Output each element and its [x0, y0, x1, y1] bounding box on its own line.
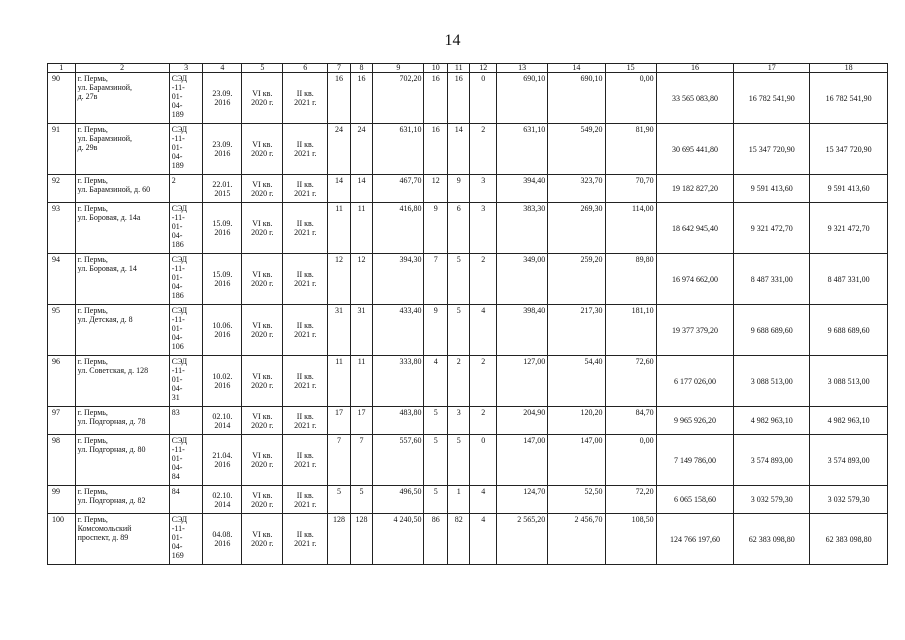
col13-cell: 631,10 — [497, 124, 548, 175]
address-cell: г. Пермь, ул. Боровая, д. 14 — [75, 254, 169, 305]
resettlement-start-cell: VI кв. 2020 г. — [242, 254, 283, 305]
total-cost-cell: 30 695 441,80 — [656, 124, 734, 175]
cost-part-a-cell: 8 487 331,00 — [734, 254, 810, 305]
row-number: 92 — [48, 175, 76, 203]
col12-cell: 0 — [470, 73, 497, 124]
col7-cell: 128 — [328, 514, 351, 565]
column-header-14: 14 — [548, 64, 605, 73]
address-cell: г. Пермь, ул. Барамзиной, д. 27в — [75, 73, 169, 124]
col10-cell: 4 — [424, 356, 448, 407]
address-cell: г. Пермь, ул. Барамзиной, д. 29в — [75, 124, 169, 175]
col13-cell: 398,40 — [497, 305, 548, 356]
table-row — [48, 73, 888, 124]
col11-cell: 5 — [447, 305, 470, 356]
col13-cell: 690,10 — [497, 73, 548, 124]
address-cell: г. Пермь, ул. Подгорная, д. 78 — [75, 407, 169, 435]
col15-cell: 72,20 — [605, 486, 656, 514]
area-cell: 496,50 — [373, 486, 424, 514]
column-header-7: 7 — [328, 64, 351, 73]
document-code-cell: СЭД -11- 01- 04- 169 — [169, 514, 203, 565]
table-row — [48, 254, 888, 305]
row-number: 90 — [48, 73, 76, 124]
col14-cell: 549,20 — [548, 124, 605, 175]
document-date-cell: 02.10. 2014 — [203, 407, 242, 435]
column-header-3: 3 — [169, 64, 203, 73]
col11-cell: 9 — [447, 175, 470, 203]
document-code-cell: СЭД -11- 01- 04- 186 — [169, 203, 203, 254]
document-date-cell: 23.09. 2016 — [203, 124, 242, 175]
cost-part-b-cell: 9 591 413,60 — [810, 175, 888, 203]
col10-cell: 9 — [424, 203, 448, 254]
col13-cell: 349,00 — [497, 254, 548, 305]
cost-part-b-cell: 8 487 331,00 — [810, 254, 888, 305]
column-header-4: 4 — [203, 64, 242, 73]
document-code-cell: СЭД -11- 01- 04- 84 — [169, 435, 203, 486]
row-number: 94 — [48, 254, 76, 305]
col7-cell: 31 — [328, 305, 351, 356]
col10-cell: 7 — [424, 254, 448, 305]
col10-cell: 5 — [424, 435, 448, 486]
resettlement-end-cell: II кв. 2021 г. — [283, 175, 328, 203]
col7-cell: 11 — [328, 203, 351, 254]
total-cost-cell: 124 766 197,60 — [656, 514, 734, 565]
col13-cell: 204,90 — [497, 407, 548, 435]
cost-part-b-cell: 62 383 098,80 — [810, 514, 888, 565]
col7-cell: 11 — [328, 356, 351, 407]
document-code-cell: СЭД -11- 01- 04- 106 — [169, 305, 203, 356]
col10-cell: 9 — [424, 305, 448, 356]
area-cell: 433,40 — [373, 305, 424, 356]
area-cell: 631,10 — [373, 124, 424, 175]
col14-cell: 147,00 — [548, 435, 605, 486]
resettlement-end-cell: II кв. 2021 г. — [283, 514, 328, 565]
col14-cell: 54,40 — [548, 356, 605, 407]
table-row — [48, 175, 888, 203]
resettlement-start-cell: VI кв. 2020 г. — [242, 305, 283, 356]
col15-cell: 114,00 — [605, 203, 656, 254]
column-header-13: 13 — [497, 64, 548, 73]
col13-cell: 147,00 — [497, 435, 548, 486]
col14-cell: 690,10 — [548, 73, 605, 124]
resettlement-start-cell: VI кв. 2020 г. — [242, 175, 283, 203]
row-number: 99 — [48, 486, 76, 514]
total-cost-cell: 7 149 786,00 — [656, 435, 734, 486]
col14-cell: 120,20 — [548, 407, 605, 435]
col11-cell: 1 — [447, 486, 470, 514]
address-cell: г. Пермь, ул. Детская, д. 8 — [75, 305, 169, 356]
total-cost-cell: 19 182 827,20 — [656, 175, 734, 203]
table-row — [48, 514, 888, 565]
col12-cell: 2 — [470, 356, 497, 407]
col15-cell: 84,70 — [605, 407, 656, 435]
col8-cell: 24 — [350, 124, 373, 175]
col7-cell: 16 — [328, 73, 351, 124]
document-date-cell: 15.09. 2016 — [203, 254, 242, 305]
column-header-11: 11 — [447, 64, 470, 73]
col11-cell: 82 — [447, 514, 470, 565]
col12-cell: 4 — [470, 514, 497, 565]
column-header-2: 2 — [75, 64, 169, 73]
cost-part-b-cell: 4 982 963,10 — [810, 407, 888, 435]
col13-cell: 394,40 — [497, 175, 548, 203]
cost-part-b-cell: 3 088 513,00 — [810, 356, 888, 407]
col12-cell: 3 — [470, 203, 497, 254]
document-code-cell: 84 — [169, 486, 203, 514]
document-date-cell: 10.06. 2016 — [203, 305, 242, 356]
col12-cell: 0 — [470, 435, 497, 486]
cost-part-b-cell: 15 347 720,90 — [810, 124, 888, 175]
housing-register-table — [47, 63, 888, 565]
document-code-cell: 2 — [169, 175, 203, 203]
address-cell: г. Пермь, ул. Подгорная, д. 80 — [75, 435, 169, 486]
col7-cell: 12 — [328, 254, 351, 305]
resettlement-end-cell: II кв. 2021 г. — [283, 73, 328, 124]
col10-cell: 12 — [424, 175, 448, 203]
col14-cell: 323,70 — [548, 175, 605, 203]
page-number: 14 — [444, 32, 461, 49]
resettlement-start-cell: VI кв. 2020 г. — [242, 407, 283, 435]
resettlement-end-cell: II кв. 2021 г. — [283, 124, 328, 175]
row-number: 95 — [48, 305, 76, 356]
row-number: 100 — [48, 514, 76, 565]
resettlement-start-cell: VI кв. 2020 г. — [242, 124, 283, 175]
column-header-15: 15 — [605, 64, 656, 73]
document-code-cell: СЭД -11- 01- 04- 189 — [169, 124, 203, 175]
document-date-cell: 21.04. 2016 — [203, 435, 242, 486]
column-header-1: 1 — [48, 64, 76, 73]
resettlement-end-cell: II кв. 2021 г. — [283, 203, 328, 254]
area-cell: 702,20 — [373, 73, 424, 124]
col11-cell: 2 — [447, 356, 470, 407]
table-row — [48, 305, 888, 356]
cost-part-a-cell: 4 982 963,10 — [734, 407, 810, 435]
cost-part-a-cell: 16 782 541,90 — [734, 73, 810, 124]
cost-part-a-cell: 15 347 720,90 — [734, 124, 810, 175]
col12-cell: 4 — [470, 305, 497, 356]
total-cost-cell: 33 565 083,80 — [656, 73, 734, 124]
col12-cell: 4 — [470, 486, 497, 514]
col15-cell: 181,10 — [605, 305, 656, 356]
table-row — [48, 124, 888, 175]
total-cost-cell: 18 642 945,40 — [656, 203, 734, 254]
total-cost-cell: 6 065 158,60 — [656, 486, 734, 514]
col8-cell: 14 — [350, 175, 373, 203]
cost-part-a-cell: 62 383 098,80 — [734, 514, 810, 565]
column-header-9: 9 — [373, 64, 424, 73]
cost-part-b-cell: 3 032 579,30 — [810, 486, 888, 514]
cost-part-a-cell: 9 591 413,60 — [734, 175, 810, 203]
col8-cell: 17 — [350, 407, 373, 435]
resettlement-start-cell: VI кв. 2020 г. — [242, 435, 283, 486]
column-header-16: 16 — [656, 64, 734, 73]
column-number-header — [48, 64, 888, 73]
col10-cell: 5 — [424, 486, 448, 514]
col7-cell: 14 — [328, 175, 351, 203]
col10-cell: 86 — [424, 514, 448, 565]
table-row — [48, 435, 888, 486]
cost-part-b-cell: 9 688 689,60 — [810, 305, 888, 356]
col12-cell: 2 — [470, 254, 497, 305]
resettlement-start-cell: VI кв. 2020 г. — [242, 203, 283, 254]
col11-cell: 5 — [447, 254, 470, 305]
table-row — [48, 203, 888, 254]
cost-part-b-cell: 3 574 893,00 — [810, 435, 888, 486]
col8-cell: 31 — [350, 305, 373, 356]
table-row — [48, 356, 888, 407]
col13-cell: 2 565,20 — [497, 514, 548, 565]
cost-part-a-cell: 3 088 513,00 — [734, 356, 810, 407]
col14-cell: 217,30 — [548, 305, 605, 356]
col7-cell: 24 — [328, 124, 351, 175]
document-code-cell: СЭД -11- 01- 04- 186 — [169, 254, 203, 305]
resettlement-start-cell: VI кв. 2020 г. — [242, 514, 283, 565]
resettlement-end-cell: II кв. 2021 г. — [283, 407, 328, 435]
col15-cell: 0,00 — [605, 73, 656, 124]
column-header-5: 5 — [242, 64, 283, 73]
area-cell: 416,80 — [373, 203, 424, 254]
col8-cell: 128 — [350, 514, 373, 565]
row-number: 98 — [48, 435, 76, 486]
col15-cell: 89,80 — [605, 254, 656, 305]
address-cell: г. Пермь, ул. Советская, д. 128 — [75, 356, 169, 407]
column-header-12: 12 — [470, 64, 497, 73]
col8-cell: 16 — [350, 73, 373, 124]
resettlement-start-cell: VI кв. 2020 г. — [242, 486, 283, 514]
col14-cell: 259,20 — [548, 254, 605, 305]
resettlement-end-cell: II кв. 2021 г. — [283, 486, 328, 514]
col12-cell: 3 — [470, 175, 497, 203]
resettlement-end-cell: II кв. 2021 г. — [283, 254, 328, 305]
document-date-cell: 22.01. 2015 — [203, 175, 242, 203]
document-date-cell: 23.09. 2016 — [203, 73, 242, 124]
col15-cell: 0,00 — [605, 435, 656, 486]
document-date-cell: 15.09. 2016 — [203, 203, 242, 254]
resettlement-end-cell: II кв. 2021 г. — [283, 356, 328, 407]
table-row — [48, 407, 888, 435]
document-code-cell: 83 — [169, 407, 203, 435]
col12-cell: 2 — [470, 124, 497, 175]
col10-cell: 5 — [424, 407, 448, 435]
col15-cell: 72,60 — [605, 356, 656, 407]
row-number: 97 — [48, 407, 76, 435]
col14-cell: 2 456,70 — [548, 514, 605, 565]
area-cell: 483,80 — [373, 407, 424, 435]
total-cost-cell: 16 974 662,00 — [656, 254, 734, 305]
address-cell: г. Пермь, ул. Боровая, д. 14а — [75, 203, 169, 254]
document-code-cell: СЭД -11- 01- 04- 189 — [169, 73, 203, 124]
resettlement-start-cell: VI кв. 2020 г. — [242, 356, 283, 407]
area-cell: 4 240,50 — [373, 514, 424, 565]
total-cost-cell: 9 965 926,20 — [656, 407, 734, 435]
col8-cell: 11 — [350, 356, 373, 407]
total-cost-cell: 19 377 379,20 — [656, 305, 734, 356]
col8-cell: 7 — [350, 435, 373, 486]
cost-part-a-cell: 9 688 689,60 — [734, 305, 810, 356]
address-cell: г. Пермь, ул. Барамзиной, д. 60 — [75, 175, 169, 203]
total-cost-cell: 6 177 026,00 — [656, 356, 734, 407]
col10-cell: 16 — [424, 124, 448, 175]
col7-cell: 7 — [328, 435, 351, 486]
resettlement-start-cell: VI кв. 2020 г. — [242, 73, 283, 124]
column-header-10: 10 — [424, 64, 448, 73]
document-date-cell: 10.02. 2016 — [203, 356, 242, 407]
col11-cell: 16 — [447, 73, 470, 124]
document-date-cell: 04.08. 2016 — [203, 514, 242, 565]
col8-cell: 11 — [350, 203, 373, 254]
col14-cell: 52,50 — [548, 486, 605, 514]
col13-cell: 124,70 — [497, 486, 548, 514]
column-header-18: 18 — [810, 64, 888, 73]
column-header-17: 17 — [734, 64, 810, 73]
col11-cell: 5 — [447, 435, 470, 486]
col14-cell: 269,30 — [548, 203, 605, 254]
resettlement-end-cell: II кв. 2021 г. — [283, 305, 328, 356]
col12-cell: 2 — [470, 407, 497, 435]
column-header-8: 8 — [350, 64, 373, 73]
column-header-6: 6 — [283, 64, 328, 73]
col8-cell: 12 — [350, 254, 373, 305]
cost-part-a-cell: 9 321 472,70 — [734, 203, 810, 254]
col15-cell: 81,90 — [605, 124, 656, 175]
col7-cell: 17 — [328, 407, 351, 435]
area-cell: 557,60 — [373, 435, 424, 486]
resettlement-end-cell: II кв. 2021 г. — [283, 435, 328, 486]
col13-cell: 383,30 — [497, 203, 548, 254]
col13-cell: 127,00 — [497, 356, 548, 407]
cost-part-b-cell: 16 782 541,90 — [810, 73, 888, 124]
row-number: 91 — [48, 124, 76, 175]
col10-cell: 16 — [424, 73, 448, 124]
table-row — [48, 486, 888, 514]
row-number: 96 — [48, 356, 76, 407]
col11-cell: 6 — [447, 203, 470, 254]
area-cell: 467,70 — [373, 175, 424, 203]
col8-cell: 5 — [350, 486, 373, 514]
document-date-cell: 02.10. 2014 — [203, 486, 242, 514]
cost-part-a-cell: 3 032 579,30 — [734, 486, 810, 514]
col15-cell: 108,50 — [605, 514, 656, 565]
cost-part-a-cell: 3 574 893,00 — [734, 435, 810, 486]
row-number: 93 — [48, 203, 76, 254]
col11-cell: 14 — [447, 124, 470, 175]
col15-cell: 70,70 — [605, 175, 656, 203]
address-cell: г. Пермь, Комсомольский проспект, д. 89 — [75, 514, 169, 565]
area-cell: 394,30 — [373, 254, 424, 305]
cost-part-b-cell: 9 321 472,70 — [810, 203, 888, 254]
area-cell: 333,80 — [373, 356, 424, 407]
address-cell: г. Пермь, ул. Подгорная, д. 82 — [75, 486, 169, 514]
col7-cell: 5 — [328, 486, 351, 514]
document-code-cell: СЭД -11- 01- 04- 31 — [169, 356, 203, 407]
col11-cell: 3 — [447, 407, 470, 435]
